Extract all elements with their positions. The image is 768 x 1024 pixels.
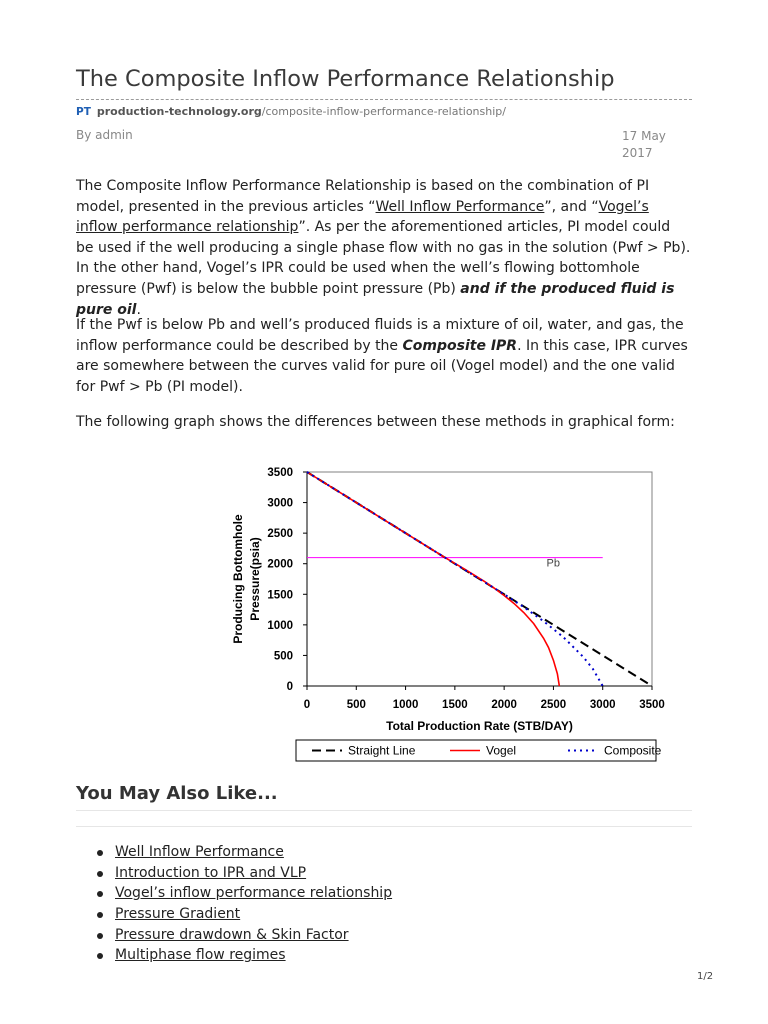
list-item [76, 842, 392, 863]
ipr-chart [220, 458, 665, 764]
publish-date-line1: 17 May [622, 129, 666, 143]
y-tick-label: 0 [286, 681, 293, 693]
publish-date [622, 128, 682, 162]
x-tick-label: 500 [346, 699, 366, 711]
related-list [76, 842, 392, 966]
legend-label-vogel: Vogel [486, 743, 517, 758]
byline: By admin [76, 128, 133, 142]
series-composite-line [307, 472, 603, 686]
p2-emphasis: Composite IPR [402, 337, 518, 354]
source-link[interactable] [76, 105, 506, 118]
legend-label-composite: Composite [604, 743, 662, 758]
bullet [97, 891, 103, 897]
bullet [97, 871, 103, 877]
y-axis-label-line1: Producing Bottomhole [231, 514, 245, 644]
page-number: 1/2 [697, 971, 714, 982]
y-tick-label: 1500 [267, 589, 293, 602]
x-tick-label: 3000 [589, 699, 616, 711]
x-axis-label: Total Production Rate (STB/DAY) [386, 719, 573, 733]
y-tick-label: 3000 [267, 497, 293, 510]
related-divider-bottom [76, 826, 692, 827]
p1-text-4: . [136, 301, 141, 318]
bullet [97, 953, 103, 959]
p2-text-2: . In this case, IPR curves are somewhere between the curves valid for pure oil (Vogel model) and the one valid for Pwf > Pb (PI model). [76, 337, 688, 395]
site-logo: PT [76, 106, 91, 118]
list-item [76, 883, 392, 904]
p1-text-3: ”. As per the aforementioned articles, PI model could be used if the well producing a single phase flow with no gas in the solution (Pwf > Pb). In the other hand, Vogel’s IPR could be used when the well’s flowing bottomhole pressure (Pwf) is below the bubble point pressure (Pb) [76, 219, 691, 297]
y-tick-label: 3500 [267, 467, 293, 479]
ipr-chart-svg [220, 458, 665, 764]
y-tick-label: 2500 [267, 528, 293, 541]
source-path[interactable]: /composite-inflow-performance-relationship/ [261, 105, 506, 118]
related-link-6[interactable]: Multiphase flow regimes [115, 947, 286, 964]
link-well-inflow-performance[interactable]: Well Inflow Performance [375, 198, 545, 215]
list-item [76, 904, 392, 925]
related-heading: You May Also Like... [76, 783, 278, 804]
bullet [97, 933, 103, 939]
x-tick-label: 3500 [639, 699, 665, 711]
link-vogels-ipr[interactable]: Vogel’s inflow performance relationship [76, 198, 649, 236]
paragraph-intro [76, 176, 692, 320]
paragraph-graph-intro: The following graph shows the differences between these methods in graphical form: [76, 414, 675, 430]
related-link-5[interactable]: Pressure drawdown & Skin Factor [115, 926, 349, 943]
title-divider [76, 99, 692, 100]
related-link-4[interactable]: Pressure Gradient [115, 906, 241, 923]
p1-emphasis: and if the produced fluid is pure oil [76, 280, 675, 318]
y-tick-label: 1000 [267, 619, 293, 632]
list-item [76, 925, 392, 946]
related-link-2[interactable]: Introduction to IPR and VLP [115, 864, 307, 881]
x-tick-label: 2000 [491, 699, 517, 711]
related-link-1[interactable]: Well Inflow Performance [115, 844, 284, 860]
list-item [76, 863, 392, 884]
x-tick-label: 2500 [540, 699, 567, 711]
source-domain[interactable]: production-technology.org [96, 105, 262, 118]
bullet [97, 850, 103, 856]
y-axis-label-line2: Pressure(psia) [248, 537, 262, 621]
legend-label-straight-line: Straight Line [348, 743, 416, 758]
x-tick-label: 1000 [392, 699, 419, 711]
p2-text-1: If the Pwf is below Pb and well’s produced fluids is a mixture of oil, water, and gas, the inflow performance could be described by the [76, 317, 684, 354]
pb-label: Pb [546, 557, 560, 570]
p1-text-2: ”, and “ [544, 198, 599, 215]
y-tick-label: 500 [273, 650, 293, 663]
related-link-3[interactable]: Vogel’s inflow performance relationship [115, 885, 393, 902]
x-tick-label: 0 [303, 699, 311, 711]
p1-text-1: The Composite Inflow Performance Relationship is based on the combination of PI model, presented in the previous articles “ [76, 178, 650, 215]
list-item [76, 945, 392, 966]
paragraph-composite [76, 315, 692, 397]
related-divider-top [76, 810, 692, 811]
page-title: The Composite Inflow Performance Relationship [76, 66, 615, 92]
y-tick-label: 2000 [267, 558, 293, 571]
x-tick-label: 1500 [442, 699, 468, 711]
series-vogel-line [307, 472, 559, 686]
bullet [97, 912, 103, 918]
publish-date-line2: 2017 [622, 146, 653, 160]
